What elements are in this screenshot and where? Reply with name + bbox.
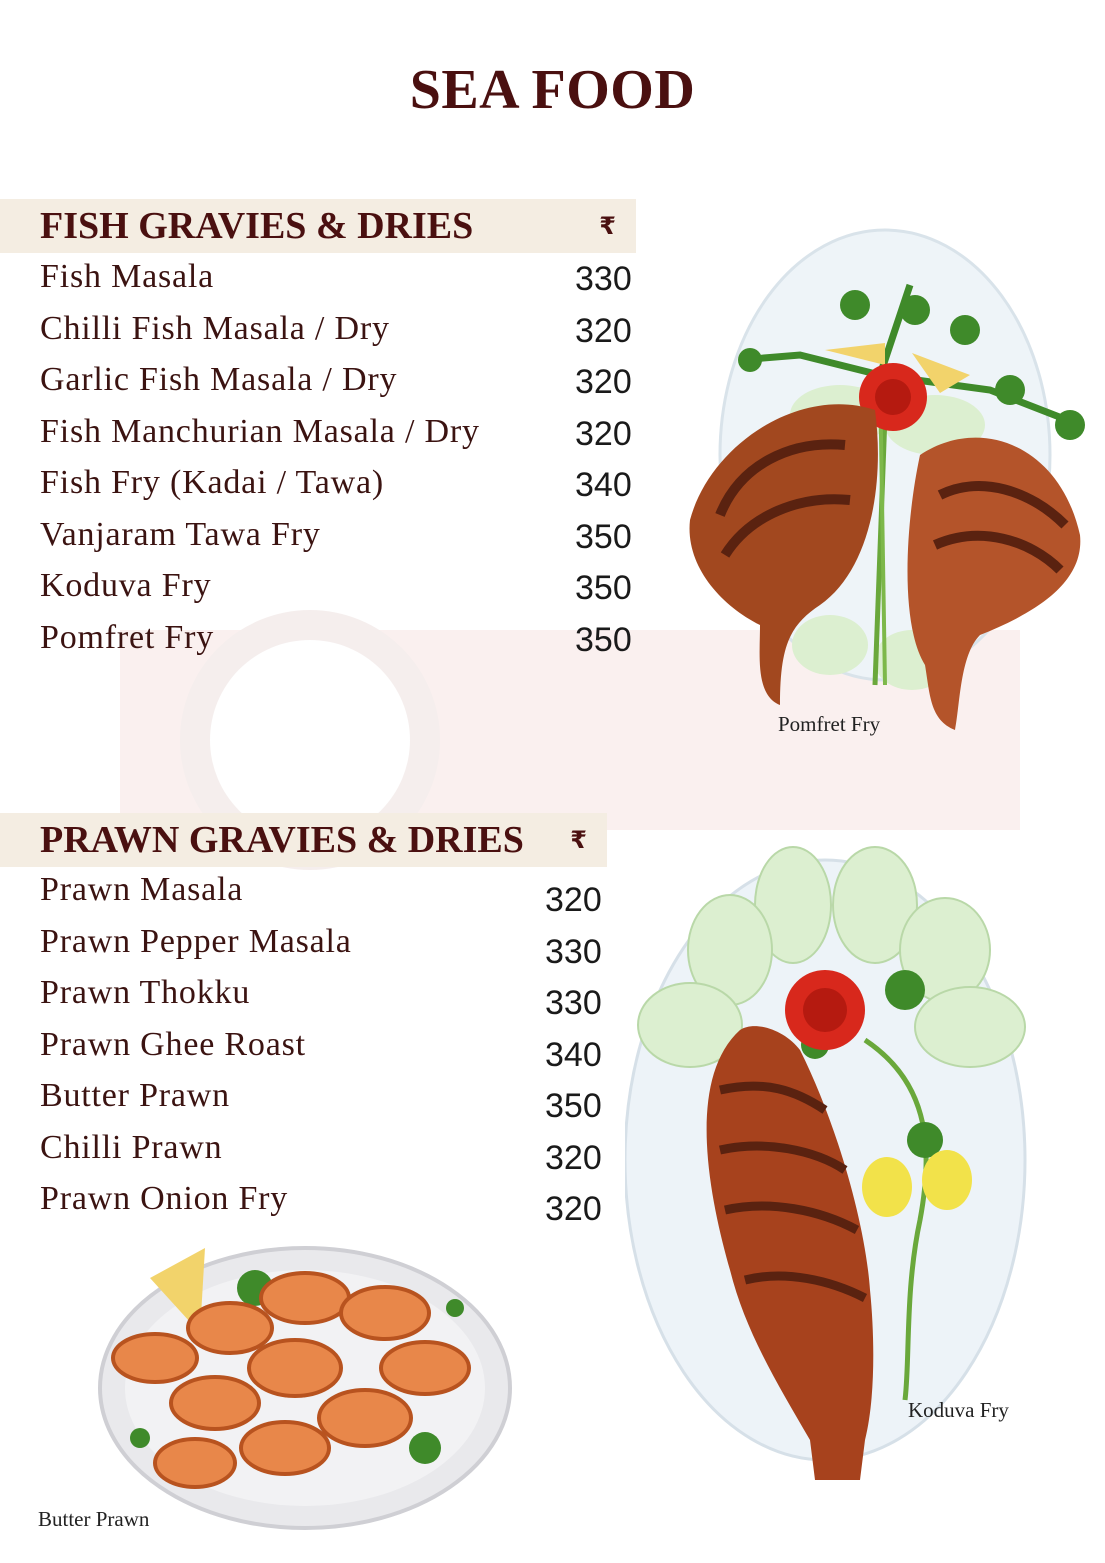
menu-item-name: Prawn Onion Fry bbox=[40, 1180, 289, 1217]
fish-section-heading: FISH GRAVIES & DRIES bbox=[40, 205, 474, 247]
menu-item-price: 320 bbox=[545, 1138, 602, 1177]
menu-item-price: 350 bbox=[575, 517, 632, 556]
menu-item-name: Chilli Prawn bbox=[40, 1128, 223, 1166]
menu-item-name: Vanjaram Tawa Fry bbox=[40, 515, 321, 553]
koduva-fry-photo bbox=[625, 840, 1035, 1490]
menu-item-name: Pomfret Fry bbox=[40, 618, 215, 656]
butter-prawn-caption: Butter Prawn bbox=[38, 1507, 150, 1531]
prawn-section-heading: PRAWN GRAVIES & DRIES bbox=[40, 819, 524, 861]
koduva-caption: Koduva Fry bbox=[908, 1398, 1009, 1422]
fish-currency-symbol: ₹ bbox=[599, 212, 616, 240]
menu-item-name: Prawn Ghee Roast bbox=[40, 1025, 306, 1063]
menu-item-price: 350 bbox=[545, 1087, 602, 1125]
menu-item-price: 330 bbox=[545, 984, 602, 1022]
prawn-section-header bbox=[0, 813, 607, 867]
menu-item-price: 330 bbox=[575, 260, 632, 298]
menu-item-name: Fish Manchurian Masala / Dry bbox=[40, 412, 480, 450]
menu-item-name: Chilli Fish Masala / Dry bbox=[40, 309, 390, 347]
menu-item-name: Prawn Thokku bbox=[40, 974, 251, 1011]
pomfret-fry-photo bbox=[680, 225, 1095, 745]
menu-item-price: 330 bbox=[545, 932, 602, 971]
fish-section-header bbox=[0, 199, 636, 253]
menu-item-price: 350 bbox=[575, 620, 632, 659]
menu-item-price: 320 bbox=[545, 881, 602, 919]
menu-item-name: Fish Fry (Kadai / Tawa) bbox=[40, 464, 385, 501]
prawn-currency-symbol: ₹ bbox=[570, 826, 587, 854]
menu-item-price: 320 bbox=[575, 414, 632, 453]
menu-item-name: Fish Masala bbox=[40, 258, 215, 295]
menu-item-name: Garlic Fish Masala / Dry bbox=[40, 361, 398, 398]
menu-item-price: 350 bbox=[575, 569, 632, 607]
pomfret-caption: Pomfret Fry bbox=[778, 712, 881, 736]
page-title: SEA FOOD bbox=[409, 59, 696, 121]
menu-item-name: Prawn Pepper Masala bbox=[40, 922, 352, 960]
menu-item-price: 320 bbox=[545, 1190, 602, 1228]
menu-item-price: 320 bbox=[575, 311, 632, 350]
butter-prawn-photo bbox=[95, 1238, 515, 1538]
menu-item-name: Prawn Masala bbox=[40, 871, 244, 908]
menu-item-price: 340 bbox=[575, 466, 632, 504]
menu-item-price: 340 bbox=[545, 1035, 602, 1074]
menu-item-name: Butter Prawn bbox=[40, 1077, 230, 1114]
menu-item-name: Koduva Fry bbox=[40, 567, 212, 604]
menu-item-price: 320 bbox=[575, 363, 632, 401]
